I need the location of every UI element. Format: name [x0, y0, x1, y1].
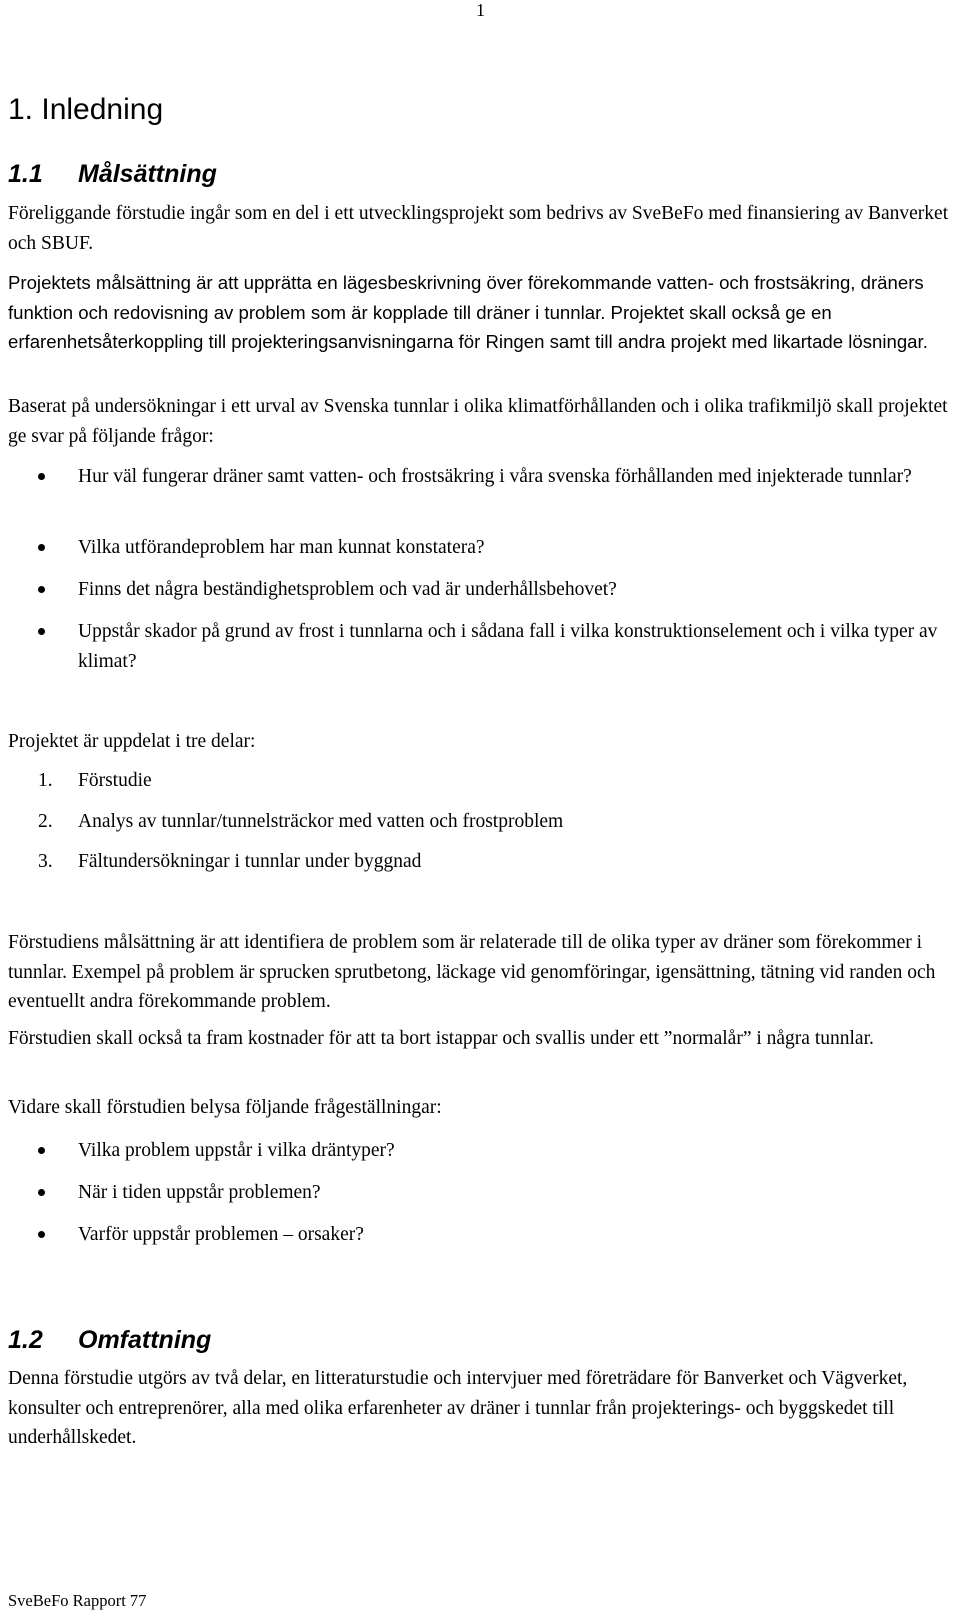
list-item [38, 1220, 948, 1250]
item-number: 1. [38, 770, 53, 791]
section-number: 1.2 [8, 1326, 43, 1354]
list-item [38, 617, 948, 676]
section-title: Omfattning [78, 1326, 212, 1354]
numbered-item [38, 766, 938, 796]
paragraph: Denna förstudie utgörs av två delar, en litteraturstudie och intervjuer med företrädare för Banverket och Vägverket, konsulter och entreprenörer, alla med olika erfarenheter av dräner i tunnlar från projekterings- och byggskedet till underhållskedet. [8, 1368, 908, 1448]
paragraph: Projektets målsättning är att upprätta en lägesbeskrivning över förekommande vatten- och frostsäkring, dräners funktion och redovisning av problem som är kopplade till dräner i tunnlar. Projektet skall också ge en erfarenhetsåterkoppling till projekteringsanvisningarna för Ringen samt till andra projekt med likartade lösningar. [8, 272, 928, 352]
list-item-text: Varför uppstår problemen – orsaker? [78, 1224, 364, 1245]
list-item-text: Vilka utförandeproblem har man kunnat konstatera? [78, 537, 485, 558]
section-number: 1.1 [8, 160, 43, 188]
numbered-item [38, 847, 938, 877]
bullet-icon [38, 586, 45, 593]
section-heading-malsattning [8, 157, 217, 191]
paragraph: Projektet är uppdelat i tre delar: [8, 731, 256, 752]
bullet-icon [38, 544, 45, 551]
bullet-icon [38, 473, 45, 480]
list-item [38, 533, 948, 563]
paragraph: Förstudien skall också ta fram kostnader för att ta bort istappar och svallis under ett ”normalår” i några tunnlar. [8, 1028, 874, 1049]
paragraph: Förstudiens målsättning är att identifiera de problem som är relaterade till de olika typer av dräner som förekommer i tunnlar. Exempel på problem är sprucken sprutbetong, läckage vid genomföringar, igensättning, tätning vid randen och eventuellt andra förekommande problem. [8, 932, 936, 1012]
section-title: Målsättning [78, 160, 217, 188]
list-item [38, 462, 948, 492]
paragraph: Vidare skall förstudien belysa följande frågeställningar: [8, 1097, 442, 1118]
item-number: 2. [38, 811, 53, 832]
list-item-text: Vilka problem uppstår i vilka dräntyper? [78, 1140, 395, 1161]
numbered-item [38, 807, 938, 837]
bullet-icon [38, 628, 45, 635]
section-heading-omfattning [8, 1323, 211, 1357]
page-number: 1 [476, 0, 485, 20]
list-item [38, 1136, 948, 1166]
list-item-text: När i tiden uppstår problemen? [78, 1182, 321, 1203]
item-text: Analys av tunnlar/tunnelsträckor med vatten och frostproblem [78, 811, 564, 832]
footer-report-label: SveBeFo Rapport 77 [8, 1591, 147, 1610]
paragraph: Baserat på undersökningar i ett urval av Svenska tunnlar i olika klimatförhållanden och i olika trafikmiljö skall projektet ge svar på följande frågor: [8, 396, 948, 447]
list-item-text: Finns det några beständighetsproblem och vad är underhållsbehovet? [78, 579, 617, 600]
chapter-heading: 1. Inledning [8, 93, 164, 126]
list-item-text: Hur väl fungerar dräner samt vatten- och frostsäkring i våra svenska förhållanden med injekterade tunnlar? [78, 466, 912, 487]
item-text: Fältundersökningar i tunnlar under byggnad [78, 851, 422, 872]
list-item [38, 575, 948, 605]
list-item [38, 1178, 948, 1208]
item-number: 3. [38, 851, 53, 872]
bullet-icon [38, 1231, 45, 1238]
list-item-text: Uppstår skador på grund av frost i tunnlarna och i sådana fall i vilka konstruktionselement och i vilka typer av klimat? [78, 621, 938, 672]
bullet-icon [38, 1189, 45, 1196]
item-text: Förstudie [78, 770, 152, 791]
paragraph: Föreliggande förstudie ingår som en del i ett utvecklingsprojekt som bedrivs av SveBeFo med finansiering av Banverket och SBUF. [8, 203, 949, 254]
bullet-icon [38, 1147, 45, 1154]
